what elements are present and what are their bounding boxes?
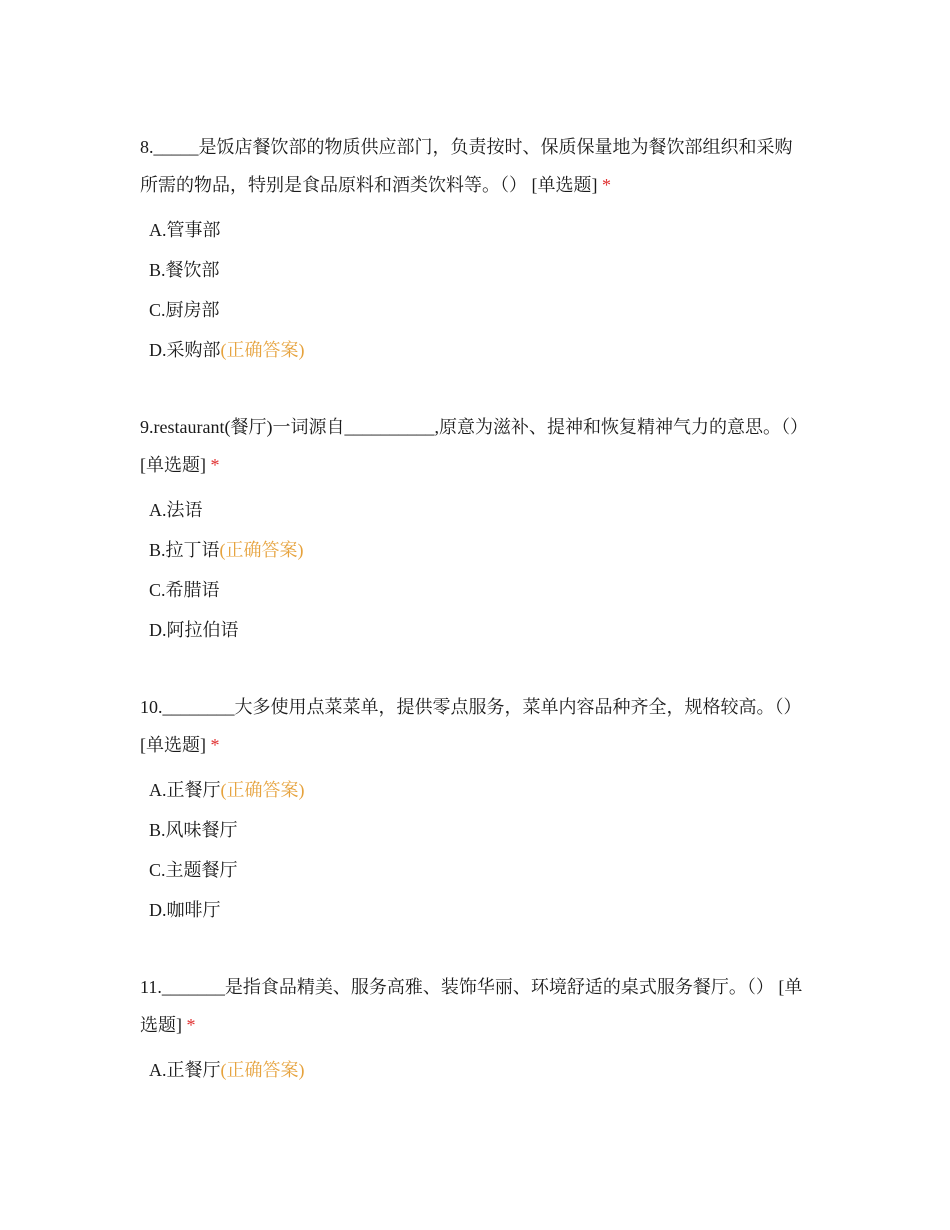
question-9 — [140, 408, 810, 650]
option-text: C.希腊语 — [149, 580, 220, 600]
question-10 — [140, 688, 810, 930]
correct-answer-label: (正确答案) — [220, 780, 305, 800]
correct-answer-label: (正确答案) — [219, 540, 304, 560]
required-mark: * — [210, 735, 220, 755]
option-d — [140, 610, 810, 650]
question-stem — [140, 968, 810, 1044]
option-text: C.厨房部 — [149, 300, 220, 320]
option-c — [140, 570, 810, 610]
question-text: 10.________大多使用点菜菜单，提供零点服务，菜单内容品种齐全，规格较高。（） — [140, 697, 802, 717]
option-text: D.采购部 — [149, 340, 221, 360]
option-list — [140, 490, 810, 650]
question-type-label: [单选题] — [140, 977, 803, 1035]
question-11 — [140, 968, 810, 1090]
question-stem — [140, 688, 810, 764]
option-a — [140, 210, 810, 250]
option-a — [140, 1050, 810, 1090]
option-c — [140, 290, 810, 330]
question-stem — [140, 408, 810, 484]
option-text: B.拉丁语 — [149, 540, 220, 560]
option-text: A.管事部 — [149, 220, 221, 240]
question-text: 9.restaurant(餐厅)一词源自__________,原意为滋补、提神和恢复精神气力的意思。（） — [140, 417, 808, 437]
option-text: D.咖啡厅 — [149, 900, 221, 920]
option-b — [140, 530, 810, 570]
option-b — [140, 250, 810, 290]
option-c — [140, 850, 810, 890]
option-text: D.阿拉伯语 — [149, 620, 239, 640]
required-mark: * — [602, 175, 611, 195]
option-text: A.正餐厅 — [149, 780, 221, 800]
question-text: 8._____是饭店餐饮部的物质供应部门，负责按时、保质保量地为餐饮部组织和采购所需的物品，特别是食品原料和酒类饮料等。（） — [140, 137, 793, 195]
question-text: 11._______是指食品精美、服务高雅、装饰华丽、环境舒适的桌式服务餐厅。（） — [140, 977, 774, 997]
correct-answer-label: (正确答案) — [220, 1060, 305, 1080]
option-list — [140, 770, 810, 930]
correct-answer-label: (正确答案) — [220, 340, 305, 360]
option-d — [140, 330, 810, 370]
option-text: A.法语 — [149, 500, 203, 520]
question-8 — [140, 128, 810, 370]
option-text: A.正餐厅 — [149, 1060, 221, 1080]
question-type-label: [单选题] — [140, 455, 206, 475]
option-a — [140, 770, 810, 810]
option-b — [140, 810, 810, 850]
required-mark: * — [186, 1015, 196, 1035]
option-d — [140, 890, 810, 930]
option-text: B.风味餐厅 — [149, 820, 238, 840]
option-text: C.主题餐厅 — [149, 860, 238, 880]
option-text: B.餐饮部 — [149, 260, 220, 280]
question-type-label: [单选题] — [140, 735, 206, 755]
required-mark: * — [210, 455, 220, 475]
question-stem — [140, 128, 810, 204]
question-type-label: [单选题] — [531, 175, 598, 195]
option-list — [140, 1050, 810, 1090]
option-list — [140, 210, 810, 370]
option-a — [140, 490, 810, 530]
